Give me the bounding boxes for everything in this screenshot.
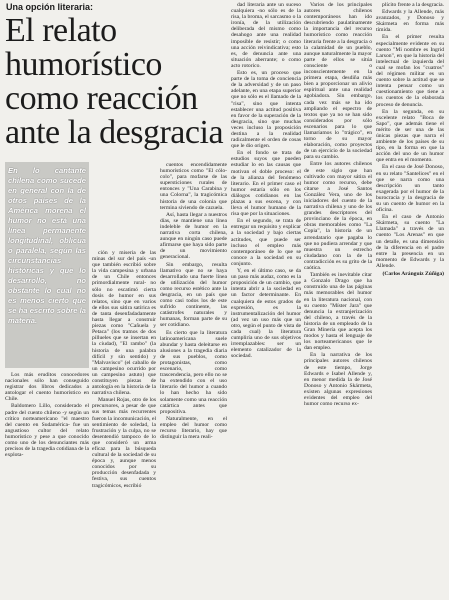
paragraph: En la segunda, en su excelente relato "Boca de Sapo", que además tiene el mérito de ser una de las únicas piezas que narra el ambiente de los países de su tipo, en la forma en que la acción del uno de un humor que entra en el momento. <box>376 108 444 164</box>
column-6 <box>376 2 444 277</box>
paragraph: En el primer resulta especialmente evidente en su cuento "Mi nombre es Ingrid Larson", en que la historia del intelectual de izquierda del cual se mofan los "cuatros" del régimen militar es un cuento sobre la actitud que se intenta pensar como un cuestionamiento que tiene a los cuentos de la elaborada proceso de denuncia. <box>376 34 444 108</box>
paragraph: En el segundo, se trata de entregar un requisito y explicar a la sociedad y bajo ciertas actitudes, que puede ser incluso el empleo más contemporáneo de lo que se conoce a la sociedad en su conjunto. <box>231 218 301 267</box>
column-3 <box>160 162 227 441</box>
paragraph: cuentos encendidamente humorísticos como "El cólo-colo", para mofarse de las supersticiones rurales de entonces y "Una Carabina y una Colorna", la tragicómica historia de una colonia que termina siviendo de cazuela. <box>160 162 227 211</box>
headline: El relato humorístico como reacción ante la desgracia <box>5 12 224 151</box>
paragraph: Los más eruditos conocedores nacionales sólo han conseguido registrar dos libros dedicados a antologar el cuento humorístico en Chile. <box>5 372 89 403</box>
pull-quote: En lo cantante chilena como sucede en general con la de otros países de la América morena el humor no está una línea permanente longitudinal, oblicua o paralela, según las circunstancias históricas y que lo desarrollo, no obstante lo cual no es menos cierto que se ha escrito sobre la materia. <box>5 162 89 368</box>
paragraph: Es cierto que la literatura latinoamericana suele abundar y hasta deleitarse en alusiones a la tragedia diaria de sus pueblos, como protagonistas, como escenario, como trascendencia, pero ello no se ha extendido con el uso literario del humor a cuando lo han hecho ha sido solamente como una reacción catártica antes que propositiva. <box>160 329 227 415</box>
paragraph: Manuel Rojas, otro de los precursores, a pesar de que sus temas más recurrentes fueron la incomunicación, el sentimiento de soledad, la frustración y la culpa, no se desentendió tampoco de lo que consideró un arma eficaz para la búsqueda cultural de la sociedad de su época y, aunque menos conocidos por su producción desenfadada y festiva, sus cuentos tragicómicos, escribió <box>92 397 156 489</box>
column-2 <box>92 250 156 490</box>
paragraph: Sin embargo, resulta llamativo que no se haya desarrollado una fuerte línea de utilización del humor como recurso estético ante la desgracia, en un país que como casi todos los de este sufrido continente, las catástrofes naturales y humanas, forman parte de su ser cotidiano. <box>160 261 227 329</box>
column-5 <box>304 2 372 408</box>
paragraph: También es inevitable citar a Gonzalo Drago que ha construido una de las páginas más memorables del humor en la literatura nacional, con su cuento "Míster Jara" que denuncia la extranjerización del chileno, a través de la historia de un empleado de la Gran Minería que acepta los modos y hasta el lenguaje de los norteamericanos que le dan empleo. <box>304 272 372 352</box>
paragraph: ción y miseria de las minas del sur del país -un que también escribió sobre la vida campesina y urbana de un Chile entonces primordialmente rural- no sólo no escatimó cierta dosis de humor en sus relatos, sino que en varios de ellos sus sátira satírica es de tanta desenfadadamente hasta llegar a construir piezas como "Cañuela y Petaca" (los tramos de dos pillueles que se insertan en la ciudad), "El rambo" (la historia de una palabra difícil y sin sentido) y "Malvavisco" (el caballo de un campesino ocurrido por un campesino astuto) que constituyen piezas de antología en la historia de la narrativa chilena. <box>92 250 156 397</box>
paragraph: Edwards y la Allende, más avanzados, y Donoso y Skármeta en forma más tímida. <box>376 9 444 34</box>
paragraph: Baldomero Lillo, considerado el padre del cuento chileno -y según un crítico norteamericano "el maestro del cuento en Sudamérica- fue un angustioso cultor del relato humorístico y pese a que conocido como uno de los denunciantes más precisos de la tragedia cotidiana de la explota- <box>5 403 89 459</box>
paragraph: plícito frente a la desgracia. <box>382 2 444 8</box>
paragraph: Varios de los principales autores chilenos contemporáneos han ido descubriendo paulatinamente la importancia del recurso humorístico como reacción literaria frente a la desgracia o la calamidad de un pueblo, aunque naturalmente la mayor parte de ellos se sitúa consciente o inconscientemente en la primera etapa, desdiña más bien a proporcionar un alivio espiritual ante una realidad agobiadora. Sin embargo, cada vez más se ha ido ampliando el espectro de textos que ya no se han sido considerados por sólo escenarios para lo que llamaríamos lo "trágico", en torno de su mayor elaboración, como proyectos de un ejercicio de la sociedad para su cambio. <box>304 2 372 161</box>
paragraph: En el caso de Antonio Skármeta, su cuento "La Llamada" a través de un cuento "Los Arenas" en que un detalle, es una dimensión de la diferencia en el padre entre la presencia en un momento de Edwards y la Allende. <box>376 214 444 269</box>
paragraph: Entre los autores chilenos de este siglo que han cultivado con mayor sátira el humor como recurso, debe citarse a José Santos González Vera, uno de los iniciadores del cuento de la narrativa chilena y uno de los grandes descriptores del provinciano de la época, en obras memorables como "La Copia", la historia de un arrendatario que pagaba lo que no pudiera arrendar y que muestra un estrecho ciudadano con la de la contradicción es su grito de la caótica. <box>304 161 372 272</box>
paragraph: Naturalmente, en el empleo del humor como recurso literario, hay que distinguir la mera reali- <box>160 415 227 441</box>
byline: (Carlos Aránguiz Zúñiga) <box>382 271 444 278</box>
kicker: Una opción literaria: <box>6 2 94 12</box>
paragraph: En el fondo se trata de estudios suyos que pueden estudiar lo en las causas que motivan el doble proceso: el de la alianza del fenómeno literario. En el primer caso el humor estaría sólo en los diálogos cotidianos en las plazas a sus escena, y con lleva el humor humano de la risa que por la situaciones. <box>231 150 301 218</box>
paragraph: dad literaria ante un suceso cualquiera -no sólo es de la risa, la broma, el sarcasmo o la ironía, de la utilización deliberada del mismo como desahogo ante una realidad imposible de resistir; o como una acción reivindicativa; esto es, de denuncia ante una situación aberrante; o como acto rotorico. <box>231 2 301 69</box>
column-1 <box>5 372 89 459</box>
paragraph: Esto es, un proceso que parte de la toma de conciencia de la adversidad y de un paso adelante, en una etapa superior que no sólo es el llamado de la "risa", sino que intenta establecer una actitud positiva en favor de la superación de la desgracia, sino que muchas veces incluso la proposición destina a la realidad radicalmente el orden de cosas que le dio origen. <box>231 70 301 150</box>
paragraph: En el caso de José Donoso, en su relato "Santelices" en el que se narra como una descripción un tanto exagerada por el humor de la burocracia y la desgracia de su un cuento de humor en la oficina. <box>376 164 444 214</box>
column-4 <box>231 2 301 360</box>
paragraph: Y, en el último caso, se da un paso más audaz, como es la proposición de un cambio, que intenta abrir a la sociedad en un factor determinante. En cualquiera de estos grados de expresión, es la instrumentalización del humor (ad vez un uso más que un otro, según el punto de vista de cada cual) la literatura cumpliría uno de sus objetivos irremplazables: ser un elemento catalizador de la sociedad. <box>231 268 301 360</box>
paragraph: En la narrativa de los principales autores chilenos de este tiempo, Jorge Edwards e Isabel Allende y, en menor medida la de José Donoso y Antonio Skármeta, existen algunas expresiones evidentes del empleo del humor como recurso ex- <box>304 352 372 408</box>
paragraph: Así, hasta llegar a nuestros días, se mantiene una línea indeleble de humor en la narrativa corta chilena, aunque en ningún caso puede afirmarse que haya sido parte de un movimiento generacional. <box>160 211 227 261</box>
